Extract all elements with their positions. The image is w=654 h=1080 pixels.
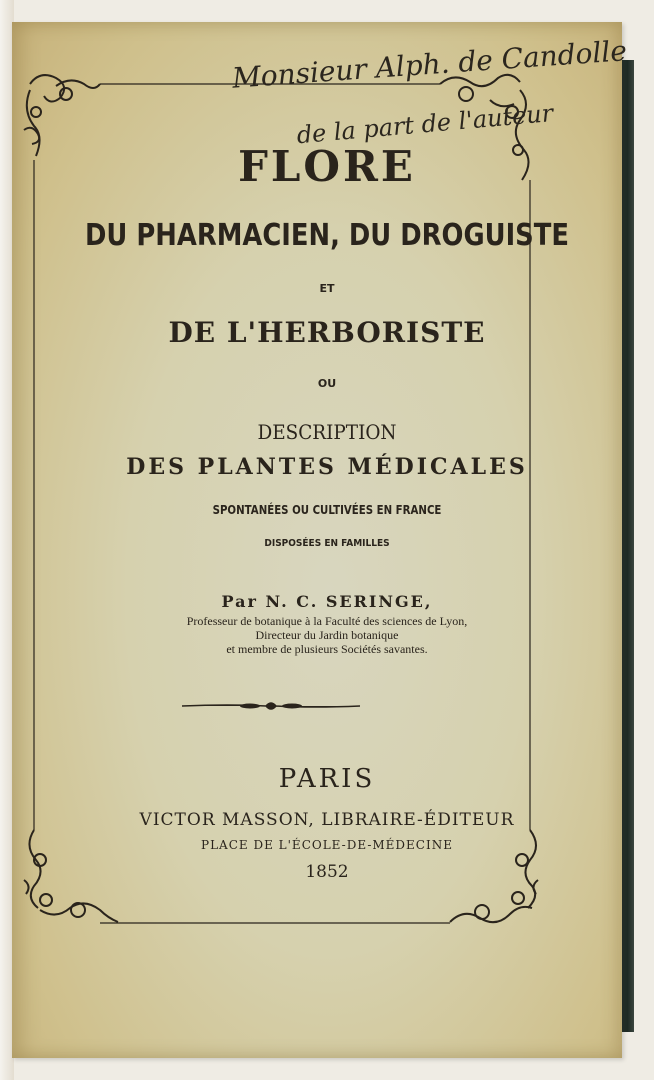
inscription-line-2: de la part de l'auteur — [295, 99, 555, 150]
title-line-3: DE L'HERBORISTE — [168, 316, 486, 349]
title-spontanees: SPONTANÉES OU CULTIVÉES EN FRANCE — [212, 503, 442, 517]
title-ou: OU — [317, 377, 337, 390]
imprint-city: PARIS — [278, 764, 376, 794]
title-et: ET — [319, 282, 335, 295]
author-role-2: Directeur du Jardin botanique — [255, 628, 399, 642]
ornamental-divider — [180, 700, 362, 712]
title-flore: FLORE — [238, 142, 416, 191]
author-role-1: Professeur de botanique à la Faculté des sciences de Lyon, — [186, 614, 468, 628]
imprint-year: 1852 — [305, 862, 349, 882]
author-role-3: et membre de plusieurs Sociétés savantes. — [226, 642, 428, 656]
imprint-publisher: VICTOR MASSON, LIBRAIRE-ÉDITEUR — [139, 810, 515, 830]
title-description: DESCRIPTION — [257, 420, 397, 444]
title-disposees: DISPOSÉES EN FAMILLES — [264, 538, 390, 549]
title-line-2: DU PHARMACIEN, DU DROGUISTE — [85, 218, 569, 253]
imprint-address: PLACE DE L'ÉCOLE-DE-MÉDECINE — [201, 838, 453, 852]
inscription-line-1: Monsieur Alph. de Candolle — [231, 34, 628, 95]
author-name: Par N. C. SERINGE, — [221, 592, 433, 611]
title-plantes: DES PLANTES MÉDICALES — [126, 454, 528, 480]
